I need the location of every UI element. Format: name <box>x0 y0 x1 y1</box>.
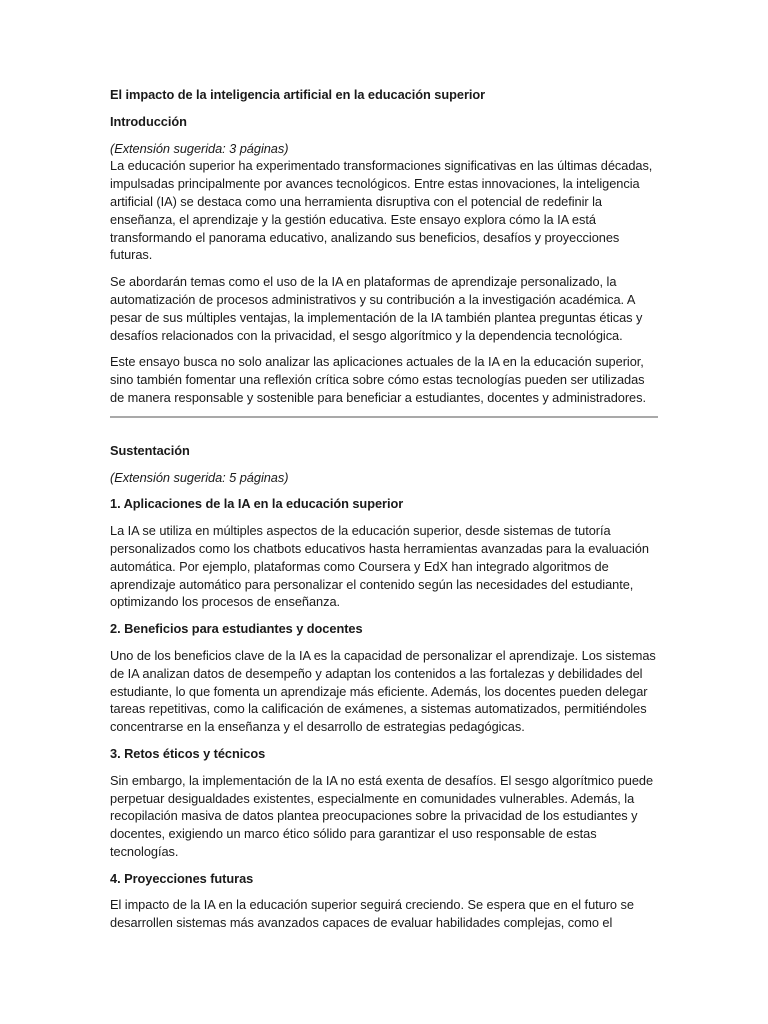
document-content <box>110 86 658 932</box>
section-heading: 1. Aplicaciones de la IA en la educación superior <box>110 496 404 512</box>
section-heading: 3. Retos éticos y técnicos <box>110 745 266 761</box>
section-paragraph: El impacto de la IA en la educación superior seguirá creciendo. Se espera que en el futuro se desarrollen sistemas más avanzados capaces de evaluar habilidades complejas, como el <box>110 897 634 931</box>
document-title: El impacto de la inteligencia artificial en la educación superior <box>110 87 486 102</box>
section-divider <box>110 416 658 418</box>
section-heading: 2. Beneficios para estudiantes y docentes <box>110 621 363 637</box>
section-paragraph: La IA se utiliza en múltiples aspectos de la educación superior, desde sistemas de tutoría personalizados como los chatbots educativos hasta herramientas avanzadas para la evaluación automática. Por ejemplo, plataformas como Coursera y EdX han integrado algoritmos de aprendizaje automático para personalizar el contenido según las necesidades del estudiante, optimizando los procesos de enseñanza. <box>110 523 649 610</box>
section-paragraph: Sin embargo, la implementación de la IA no está exenta de desafíos. El sesgo algorítmico puede perpetuar desigualdades existentes, especialmente en comunidades vulnerables. Además, la recopilación masiva de datos plantea preocupaciones sobre la privacidad de los estudiantes y docentes, exigiendo un marco ético sólido para garantizar el uso responsable de estas tecnologías. <box>110 772 654 859</box>
body-heading: Sustentación <box>110 442 190 458</box>
section-paragraph: Uno de los beneficios clave de la IA es la capacidad de personalizar el aprendizaje. Los sistemas de IA analizan datos de desempeño y adaptan los contenidos a las fortalezas y debilidades del estudiante, lo que fomenta un aprendizaje más eficiente. Además, los docentes pueden delegar tareas repetitivas, como la calificación de exámenes, a sistemas automatizados, permitiéndoles concentrarse en la enseñanza y el desarrollo de estrategias pedagógicas. <box>110 647 656 735</box>
intro-heading: Introducción <box>110 113 187 129</box>
body-length-note: (Extensión sugerida: 5 páginas) <box>110 469 289 485</box>
section-heading: 4. Proyecciones futuras <box>110 870 254 886</box>
intro-paragraph: La educación superior ha experimentado transformaciones significativas en las últimas décadas, impulsadas principalmente por avances tecnológicos. Entre estas innovaciones, la inteligencia artificial (IA) se destaca como una herramienta disruptiva con el potencial de redefinir la enseñanza, el aprendizaje y la gestión educativa. Este ensayo explora cómo la IA está transformando el panorama educativo, analizando sus beneficios, desafíos y proyecciones futuras. <box>110 158 653 263</box>
intro-paragraph: Se abordarán temas como el uso de la IA en plataformas de aprendizaje personalizado, la automatización de procesos administrativos y su contribución a la investigación académica. A pesar de sus múltiples ventajas, la implementación de la IA también plantea preguntas éticas y desafíos relacionados con la privacidad, el sesgo algorítmico y la dependencia tecnológica. <box>110 274 643 343</box>
intro-paragraph: Este ensayo busca no solo analizar las aplicaciones actuales de la IA en la educación superior, sino también fomentar una reflexión crítica sobre cómo estas tecnologías pueden ser utilizadas de manera responsable y sostenible para beneficiar a estudiantes, docentes y administradores. <box>110 354 646 405</box>
intro-length-note: (Extensión sugerida: 3 páginas) <box>110 140 289 156</box>
